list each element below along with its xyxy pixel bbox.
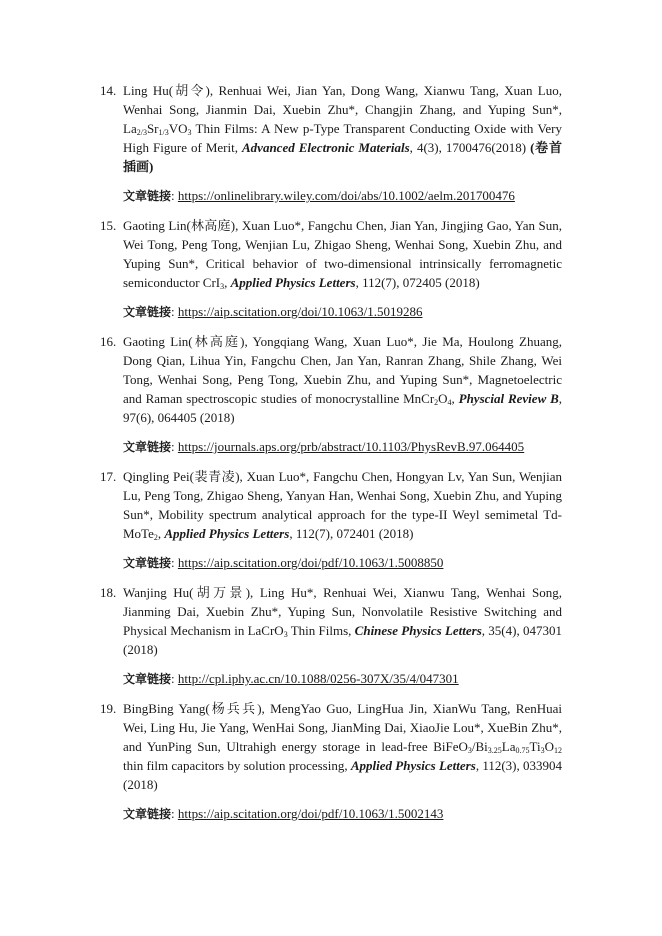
reference-number: 18. (100, 585, 117, 600)
reference-title: , (157, 526, 165, 541)
reference-citation (123, 216, 562, 292)
reference-details: , 112(7), 072405 (2018) (355, 275, 480, 290)
article-link-line: 文章链接: http://cpl.iphy.ac.cn/10.1088/0256-307X/35/4/047301 (123, 671, 459, 686)
link-label: 文章链接 (123, 672, 172, 686)
reference-item-16 (100, 332, 562, 457)
reference-authors: Gaoting Lin(林高庭), Xuan Luo*, Fangchu Chen, Jian Yan, Jingjing Gao, Yan Sun, Wei Tong, Peng Tong, Wenjian Lu, Zhigao Sheng, Wenhai Song, Xuebin Zhu, and Yuping Sun*, Critical behavior of two-dimensional intrinsically ferromagnetic semiconductor (123, 218, 562, 290)
link-label: 文章链接 (123, 556, 172, 570)
journal-name: Advanced Electronic Materials (242, 140, 410, 155)
link-label: 文章链接 (123, 305, 172, 319)
article-link-line: 文章链接: https://aip.scitation.org/doi/10.1063/1.5019286 (123, 304, 423, 319)
reference-details: , 97(6), 064405 (2018) (123, 391, 562, 425)
article-link-line: 文章链接: https://aip.scitation.org/doi/pdf/10.1063/1.5008850 (123, 555, 444, 570)
article-link[interactable]: https://onlinelibrary.wiley.com/doi/abs/10.1002/aelm.201700476 (177, 188, 515, 203)
reference-number: 14. (100, 83, 117, 98)
reference-item-14 (100, 81, 562, 206)
article-link-line: 文章链接: https://aip.scitation.org/doi/pdf/10.1063/1.5002143 (123, 806, 444, 821)
reference-title: thin film capacitors by solution processing, (123, 758, 351, 773)
article-link-line: 文章链接: https://journals.aps.org/prb/abstract/10.1103/PhysRevB.97.064405 (123, 439, 525, 454)
article-link[interactable]: https://aip.scitation.org/doi/10.1063/1.5019286 (177, 304, 423, 319)
chemical-formula: LaCrO$_3$ (247, 623, 288, 639)
article-link-line: 文章链接: https://onlinelibrary.wiley.com/doi/abs/10.1002/aelm.201700476 (123, 188, 515, 203)
reference-number: 15. (100, 218, 117, 233)
reference-title: , (224, 275, 231, 290)
link-label: 文章链接 (123, 440, 172, 454)
link-label: 文章链接 (123, 189, 172, 203)
reference-item-17 (100, 467, 562, 573)
reference-authors: Ling Hu(胡令), Renhuai Wei, Jian Yan, Dong Wang, Xianwu Tang, Xuan Luo, Wenhai Song, Jianmin Dai, Xuebin Zhu*, Changjin Zhang, and Yuping Sun*, (123, 83, 562, 117)
reference-number: 16. (100, 334, 117, 349)
reference-item-18 (100, 583, 562, 689)
reference-item-15 (100, 216, 562, 322)
reference-details: , 35(4), 047301 (2018) (123, 623, 562, 657)
reference-details: , 112(7), 072401 (2018) (289, 526, 414, 541)
reference-authors: Qingling Pei(裴青凌), Xuan Luo*, Fangchu Chen, Hongyan Lv, Yan Sun, Wenjian Lu, Peng Tong, Zhigao Sheng, Yanyan Han, Wenhai Song, Xuebin Zhu, and Yuping Sun*, Mobility spectrum analytical approach for the type-II Weyl semimetal (123, 469, 562, 522)
journal-name: Applied Physics Letters (230, 275, 356, 290)
reference-citation (123, 583, 562, 659)
reference-title: Thin Films: A New p-Type Transparent Conducting Oxide with Very High Figure of Merit, (123, 121, 562, 155)
reference-citation (123, 81, 562, 176)
journal-name: Chinese Physics Letters (354, 623, 482, 638)
article-link[interactable]: https://aip.scitation.org/doi/pdf/10.1063/1.5008850 (177, 555, 444, 570)
journal-name: Physcial Review B (458, 391, 559, 406)
journal-name: Applied Physics Letters (164, 526, 290, 541)
reference-citation (123, 699, 562, 794)
reference-item-19 (100, 699, 562, 824)
article-link[interactable]: https://aip.scitation.org/doi/pdf/10.1063/1.5002143 (177, 806, 444, 821)
chemical-formula: $MnCr_2O_4$ (403, 391, 452, 407)
reference-details: , 112(3), 033904 (2018) (123, 758, 562, 792)
reference-note: (卷首插画) (123, 140, 562, 174)
journal-name: Applied Physics Letters (350, 758, 476, 773)
reference-number: 17. (100, 469, 117, 484)
article-link[interactable]: https://journals.aps.org/prb/abstract/10.1103/PhysRevB.97.064405 (177, 439, 525, 454)
reference-citation (123, 467, 562, 543)
chemical-formula: Td-MoTe$_2$ (123, 507, 562, 542)
reference-number: 19. (100, 701, 117, 716)
reference-authors: BingBing Yang(杨兵兵), MengYao Guo, LingHua Jin, XianWu Tang, RenHuai Wei, Ling Hu, Jie Yang, WenHai Song, JianMing Dai, XiaoJie Lou*, XueBin Zhu*, and YunPing Sun, Ultrahigh energy storage in lead-free (123, 701, 562, 754)
reference-details: , 4(3), 1700476(2018) (409, 140, 531, 155)
reference-title: , (451, 391, 459, 406)
link-label: 文章链接 (123, 807, 172, 821)
chemical-formula: CrI$_3$ (202, 275, 225, 291)
chemical-formula: $BiFeO_3/Bi_{3.25}La_{0.75}Ti_3O_{12}$ (433, 739, 562, 755)
article-link[interactable]: http://cpl.iphy.ac.cn/10.1088/0256-307X/35/4/047301 (177, 671, 459, 686)
reference-citation (123, 332, 562, 427)
reference-authors: Wanjing Hu(胡万景), Ling Hu*, Renhuai Wei, Xianwu Tang, Wenhai Song, Jianming Dai, Xuebin Zhu*, Yuping Sun, Nonvolatile Resistive Switching and Physical Mechanism in (123, 585, 562, 638)
chemical-formula: $La_{2/3}Sr_{1/3}VO_3$ (123, 121, 192, 137)
reference-title: Thin Films, (287, 623, 355, 638)
reference-authors: Gaoting Lin(林高庭), Yongqiang Wang, Xuan Luo*, Jie Ma, Houlong Zhuang, Dong Qian, Lihua Yin, Fangchu Chen, Jan Yan, Ranran Zhang, Shile Zhang, Wei Tong, Wenhai Song, Peng Tong, Xuebin Zhu, and Yuping Sun*, Magnetoelectric and Raman spectroscopic studies of monocrystalline (123, 334, 562, 406)
reference-list (100, 81, 562, 834)
